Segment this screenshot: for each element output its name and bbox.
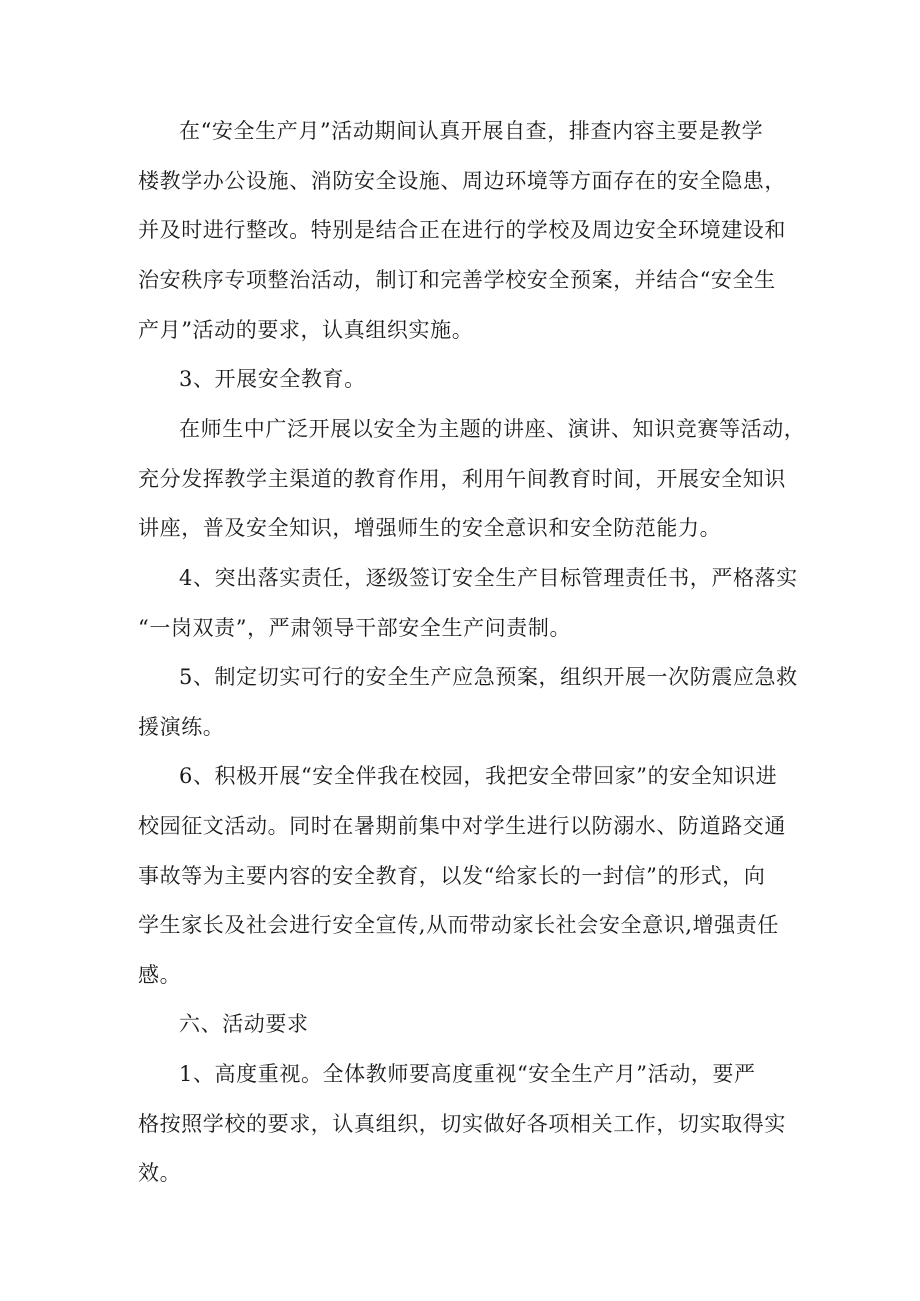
paragraph-line: 学生家长及社会进行安全宣传,从而带动家长社会安全意识,增强责任 <box>138 913 779 937</box>
paragraph-line: 在师生中广泛开展以安全为主题的讲座、演讲、知识竞赛等活动， <box>179 417 806 441</box>
paragraph-line: 事故等为主要内容的安全教育，以发“给家长的一封信”的形式，向 <box>138 864 766 888</box>
section-heading: 六、活动要求 <box>179 1012 309 1036</box>
paragraph-line: 格按照学校的要求，认真组织，切实做好各项相关工作，切实取得实 <box>138 1112 786 1136</box>
paragraph-line: 5、制定切实可行的安全生产应急预案，组织开展一次防震应急救 <box>179 665 798 689</box>
paragraph-line: 充分发挥教学主渠道的教育作用，利用午间教育时间，开展安全知识 <box>138 467 786 491</box>
paragraph-line: 并及时进行整改。特别是结合正在进行的学校及周边安全环境建设和 <box>138 218 786 242</box>
section-heading: 3、开展安全教育。 <box>179 367 366 391</box>
paragraph-line: 4、突出落实责任，逐级签订安全生产目标管理责任书，严格落实 <box>179 566 798 590</box>
paragraph-line: 感。 <box>138 963 182 987</box>
paragraph-line: 治安秩序专项整治活动，制订和完善学校安全预案，并结合“安全生 <box>138 268 776 292</box>
paragraph-line: 产月”活动的要求，认真组织实施。 <box>138 318 474 342</box>
paragraph-line: “一岗双责”，严肃领导干部安全生产问责制。 <box>138 616 572 640</box>
paragraph-line: 讲座，普及安全知识，增强师生的安全意识和安全防范能力。 <box>138 516 722 540</box>
paragraph-line: 校园征文活动。同时在暑期前集中对学生进行以防溺水、防道路交通 <box>138 814 786 838</box>
paragraph-line: 效。 <box>138 1161 182 1185</box>
paragraph-line: 在“安全生产月”活动期间认真开展自查，排查内容主要是教学 <box>179 119 764 143</box>
paragraph-line: 楼教学办公设施、消防安全设施、周边环境等方面存在的安全隐患， <box>138 169 786 193</box>
paragraph-line: 援演练。 <box>138 715 225 739</box>
paragraph-line: 6、积极开展“安全伴我在校园，我把安全带回家”的安全知识进 <box>179 764 778 788</box>
paragraph-line: 1、高度重视。全体教师要高度重视“安全生产月”活动，要严 <box>179 1062 756 1086</box>
